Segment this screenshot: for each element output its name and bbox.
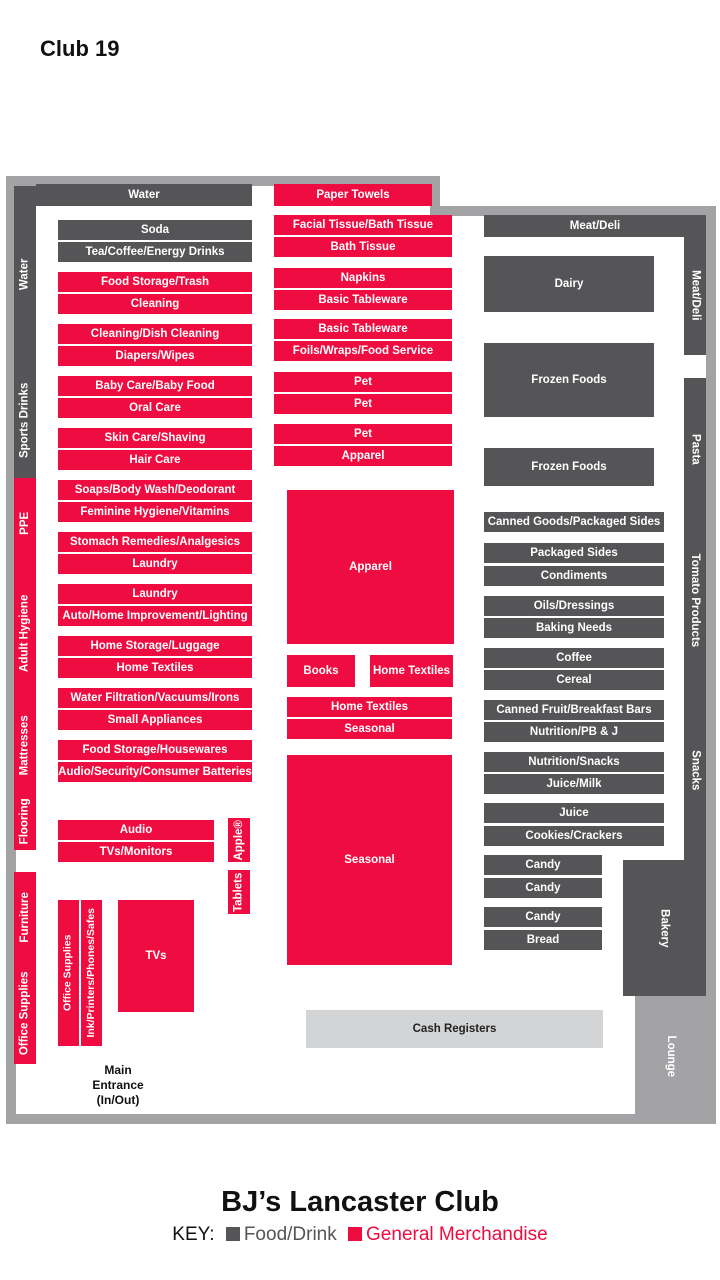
aisle-soaps: Soaps/Body Wash/Deodorant [58, 480, 252, 500]
aisle-home-textiles-center: Home Textiles [287, 697, 452, 717]
aisle-cookies-crackers: Cookies/Crackers [484, 826, 664, 846]
cash-registers: Cash Registers [306, 1010, 603, 1048]
frozen-foods-2: Frozen Foods [484, 448, 654, 486]
aisle-candy-2: Candy [484, 878, 602, 898]
aisle-foils-wraps: Foils/Wraps/Food Service [274, 341, 452, 361]
left-wall-adult-hygiene: Adult Hygiene [14, 568, 36, 698]
aisle-soda: Soda [58, 220, 252, 240]
aisle-pet-2: Pet [274, 394, 452, 414]
aisle-stomach-remedies: Stomach Remedies/Analgesics [58, 532, 252, 552]
meat-deli-wall: Meat/Deli [684, 235, 706, 355]
aisle-food-storage-trash: Food Storage/Trash [58, 272, 252, 292]
aisle-oral-care: Oral Care [58, 398, 252, 418]
aisle-cereal: Cereal [484, 670, 664, 690]
aisle-condiments: Condiments [484, 566, 664, 586]
aisle-skin-care: Skin Care/Shaving [58, 428, 252, 448]
aisle-juice-milk: Juice/Milk [484, 774, 664, 794]
snacks-wall: Snacks [684, 680, 706, 860]
aisle-laundry-2: Laundry [58, 584, 252, 604]
left-wall-sports-drinks: Sports Drinks [14, 362, 36, 478]
aisle-audio-security: Audio/Security/Consumer Batteries [58, 762, 252, 782]
left-wall-furniture: Furniture [14, 872, 36, 962]
home-textiles-block: Home Textiles [370, 655, 453, 687]
meat-deli-top: Meat/Deli [484, 215, 706, 237]
frozen-foods-1: Frozen Foods [484, 343, 654, 417]
seasonal-block: Seasonal [287, 755, 452, 965]
aisle-nutrition-pbj: Nutrition/PB & J [484, 722, 664, 742]
left-wall-mattresses: Mattresses [14, 698, 36, 792]
left-wall-office-supplies: Office Supplies [14, 962, 36, 1064]
aisle-nutrition-snacks: Nutrition/Snacks [484, 752, 664, 772]
left-wall-flooring: Flooring [14, 792, 36, 850]
aisle-candy-3: Candy [484, 907, 602, 927]
aisle-pet-3: Pet [274, 424, 452, 444]
legend-food-label: Food/Drink [243, 1224, 337, 1245]
aisle-baby-care: Baby Care/Baby Food [58, 376, 252, 396]
lounge-block: Lounge [635, 996, 706, 1116]
aisle-packaged-sides: Packaged Sides [484, 543, 664, 563]
aisle-bath-tissue: Bath Tissue [274, 237, 452, 257]
aisle-seasonal: Seasonal [287, 719, 452, 739]
left-wall-ppe: PPE [14, 478, 36, 568]
aisle-tvs-monitors: TVs/Monitors [58, 842, 214, 862]
top-wall-water: Water [36, 184, 252, 206]
main-entrance-label: Main Entrance (In/Out) [92, 1063, 144, 1107]
aisle-basic-tableware-2: Basic Tableware [274, 319, 452, 339]
aisle-napkins: Napkins [274, 268, 452, 288]
aisle-tea-coffee-energy: Tea/Coffee/Energy Drinks [58, 242, 252, 262]
legend-food-swatch [226, 1227, 240, 1241]
legend-gm-swatch [348, 1227, 362, 1241]
tablets-section: Tablets [228, 870, 250, 914]
aisle-small-appliances: Small Appliances [58, 710, 252, 730]
apple-section: Apple® [228, 818, 250, 862]
office-supplies-aisle: Office Supplies [58, 900, 79, 1046]
aisle-bread: Bread [484, 930, 602, 950]
aisle-cleaning: Cleaning [58, 294, 252, 314]
aisle-diapers-wipes: Diapers/Wipes [58, 346, 252, 366]
aisle-home-textiles-left: Home Textiles [58, 658, 252, 678]
aisle-audio: Audio [58, 820, 214, 840]
club-label: Club 19 [40, 36, 120, 61]
aisle-home-storage: Home Storage/Luggage [58, 636, 252, 656]
tvs-block: TVs [118, 900, 194, 1012]
aisle-feminine-hygiene: Feminine Hygiene/Vitamins [58, 502, 252, 522]
bakery-block: Bakery [623, 860, 706, 996]
aisle-juice: Juice [484, 803, 664, 823]
aisle-basic-tableware-1: Basic Tableware [274, 290, 452, 310]
aisle-baking-needs: Baking Needs [484, 618, 664, 638]
left-wall-water: Water [14, 186, 36, 362]
aisle-oils-dressings: Oils/Dressings [484, 596, 664, 616]
dairy-block: Dairy [484, 256, 654, 312]
legend [0, 1224, 720, 1246]
apparel-block: Apparel [287, 490, 454, 644]
aisle-water-filtration: Water Filtration/Vacuums/Irons [58, 688, 252, 708]
aisle-food-storage-housewares: Food Storage/Housewares [58, 740, 252, 760]
store-name: BJ’s Lancaster Club [221, 1186, 499, 1218]
aisle-apparel: Apparel [274, 446, 452, 466]
aisle-facial-tissue: Facial Tissue/Bath Tissue [274, 215, 452, 235]
top-wall-paper-towels: Paper Towels [274, 184, 432, 206]
aisle-pet-1: Pet [274, 372, 452, 392]
aisle-coffee: Coffee [484, 648, 664, 668]
books-block: Books [287, 655, 355, 687]
aisle-canned-goods: Canned Goods/Packaged Sides [484, 512, 664, 532]
pasta-wall: Pasta [684, 378, 706, 520]
aisle-auto-home: Auto/Home Improvement/Lighting [58, 606, 252, 626]
aisle-laundry-1: Laundry [58, 554, 252, 574]
legend-gm-label: General Merchandise [366, 1224, 548, 1245]
legend-key-label: KEY: [172, 1224, 215, 1245]
ink-printers-aisle: Ink/Printers/Phones/Safes [81, 900, 102, 1046]
aisle-cleaning-dish: Cleaning/Dish Cleaning [58, 324, 252, 344]
aisle-hair-care: Hair Care [58, 450, 252, 470]
tomato-products-wall: Tomato Products [684, 520, 706, 680]
aisle-candy-1: Candy [484, 855, 602, 875]
aisle-canned-fruit: Canned Fruit/Breakfast Bars [484, 700, 664, 720]
